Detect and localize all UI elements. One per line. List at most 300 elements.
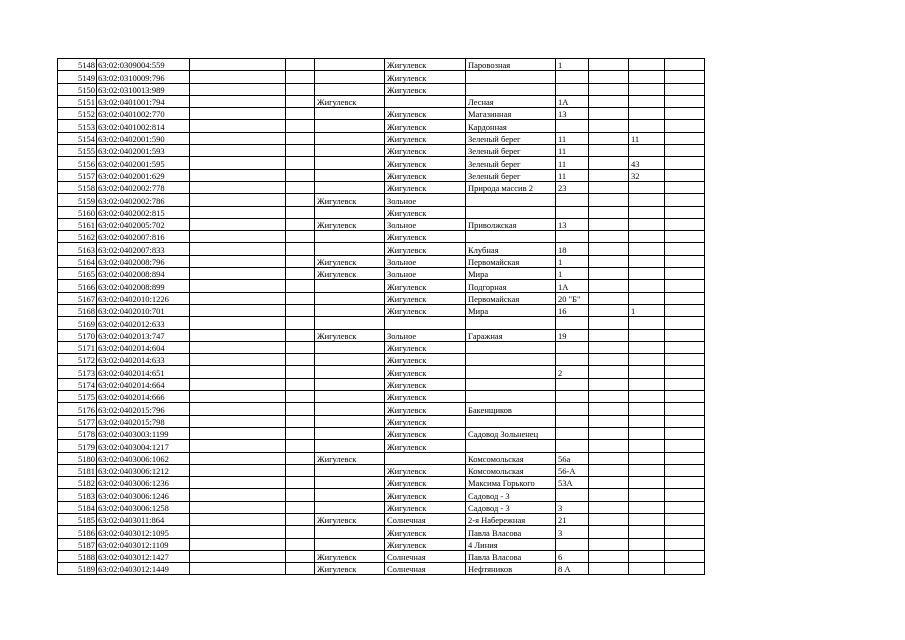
- table-row: [58, 526, 705, 538]
- table-row: [58, 292, 705, 304]
- table-row: [58, 329, 705, 341]
- house-cell: [556, 415, 589, 427]
- apartment-cell: [629, 218, 665, 230]
- house-cell: [556, 71, 589, 83]
- cadastral-number-cell: 63:02:0402008:894: [97, 268, 190, 280]
- col-k-cell: [665, 181, 705, 193]
- house-cell: 13: [556, 218, 589, 230]
- table-row: [58, 194, 705, 206]
- row-number-cell: 5156: [58, 157, 97, 169]
- street-cell: Зеленый берег: [466, 169, 556, 181]
- col-c-cell: [190, 403, 286, 415]
- cadastral-number-cell: 63:02:0401002:770: [97, 108, 190, 120]
- col-d-cell: [286, 108, 315, 120]
- settlement-cell: Зольное: [385, 194, 466, 206]
- city-cell: [315, 341, 385, 353]
- cadastral-number-cell: 63:02:0310009:796: [97, 71, 190, 83]
- row-number-cell: 5159: [58, 194, 97, 206]
- city-cell: [315, 415, 385, 427]
- table-row: [58, 489, 705, 501]
- col-k-cell: [665, 513, 705, 525]
- house-cell: 3: [556, 526, 589, 538]
- row-number-cell: 5179: [58, 440, 97, 452]
- city-cell: Жигулевск: [315, 95, 385, 107]
- table-row: [58, 341, 705, 353]
- city-cell: [315, 317, 385, 329]
- house-cell: 1А: [556, 280, 589, 292]
- col-d-cell: [286, 268, 315, 280]
- city-cell: Жигулевск: [315, 194, 385, 206]
- cadastral-number-cell: 63:02:0402010:701: [97, 304, 190, 316]
- col-d-cell: [286, 354, 315, 366]
- house-cell: [556, 83, 589, 95]
- apartment-cell: [629, 317, 665, 329]
- house-cell: [556, 489, 589, 501]
- street-cell: Нефтяников: [466, 563, 556, 575]
- house-cell: [556, 231, 589, 243]
- apartment-cell: [629, 366, 665, 378]
- street-cell: Комсомольская: [466, 464, 556, 476]
- table-row: [58, 550, 705, 562]
- col-d-cell: [286, 255, 315, 267]
- row-number-cell: 5160: [58, 206, 97, 218]
- col-i-cell: [589, 489, 629, 501]
- row-number-cell: 5184: [58, 501, 97, 513]
- col-c-cell: [190, 169, 286, 181]
- house-cell: 6: [556, 550, 589, 562]
- table-row: [58, 120, 705, 132]
- cadastral-number-cell: 63:02:0401002:814: [97, 120, 190, 132]
- house-cell: 1: [556, 268, 589, 280]
- col-k-cell: [665, 95, 705, 107]
- row-number-cell: 5167: [58, 292, 97, 304]
- col-d-cell: [286, 452, 315, 464]
- col-i-cell: [589, 95, 629, 107]
- apartment-cell: [629, 526, 665, 538]
- apartment-cell: [629, 83, 665, 95]
- street-cell: Приволжская: [466, 218, 556, 230]
- street-cell: Садовод Зольненец: [466, 427, 556, 439]
- settlement-cell: Жигулевск: [385, 181, 466, 193]
- house-cell: 20 "Б": [556, 292, 589, 304]
- table-row: [58, 268, 705, 280]
- apartment-cell: [629, 231, 665, 243]
- apartment-cell: [629, 440, 665, 452]
- col-d-cell: [286, 95, 315, 107]
- settlement-cell: Жигулевск: [385, 440, 466, 452]
- col-i-cell: [589, 366, 629, 378]
- col-i-cell: [589, 194, 629, 206]
- col-k-cell: [665, 169, 705, 181]
- settlement-cell: [385, 452, 466, 464]
- cadastral-number-cell: 63:02:0403012:1109: [97, 538, 190, 550]
- street-cell: [466, 341, 556, 353]
- city-cell: Жигулевск: [315, 513, 385, 525]
- col-i-cell: [589, 206, 629, 218]
- house-cell: 11: [556, 169, 589, 181]
- street-cell: Лесная: [466, 95, 556, 107]
- col-i-cell: [589, 526, 629, 538]
- row-number-cell: 5164: [58, 255, 97, 267]
- row-number-cell: 5158: [58, 181, 97, 193]
- cadastral-number-cell: 63:02:0403003:1199: [97, 427, 190, 439]
- house-cell: 8 А: [556, 563, 589, 575]
- cadastral-number-cell: 63:02:0402014:651: [97, 366, 190, 378]
- city-cell: [315, 501, 385, 513]
- row-number-cell: 5165: [58, 268, 97, 280]
- street-cell: Кардонная: [466, 120, 556, 132]
- col-d-cell: [286, 169, 315, 181]
- house-cell: 11: [556, 145, 589, 157]
- col-c-cell: [190, 501, 286, 513]
- cadastral-number-cell: 63:02:0403012:1095: [97, 526, 190, 538]
- col-c-cell: [190, 83, 286, 95]
- row-number-cell: 5187: [58, 538, 97, 550]
- col-i-cell: [589, 169, 629, 181]
- house-cell: 11: [556, 157, 589, 169]
- cadastral-number-cell: 63:02:0402014:664: [97, 378, 190, 390]
- street-cell: 2-я Набережная: [466, 513, 556, 525]
- apartment-cell: [629, 206, 665, 218]
- settlement-cell: Зольное: [385, 218, 466, 230]
- table-row: [58, 83, 705, 95]
- cadastral-number-cell: 63:02:0402001:629: [97, 169, 190, 181]
- settlement-cell: Жигулевск: [385, 169, 466, 181]
- city-cell: [315, 108, 385, 120]
- apartment-cell: [629, 145, 665, 157]
- apartment-cell: [629, 403, 665, 415]
- city-cell: [315, 231, 385, 243]
- col-k-cell: [665, 304, 705, 316]
- col-i-cell: [589, 513, 629, 525]
- apartment-cell: [629, 71, 665, 83]
- row-number-cell: 5173: [58, 366, 97, 378]
- house-cell: 18: [556, 243, 589, 255]
- street-cell: Подгорная: [466, 280, 556, 292]
- cadastral-number-cell: 63:02:0403011:864: [97, 513, 190, 525]
- col-c-cell: [190, 268, 286, 280]
- col-d-cell: [286, 71, 315, 83]
- cadastral-number-cell: 63:02:0402015:796: [97, 403, 190, 415]
- settlement-cell: Жигулевск: [385, 403, 466, 415]
- apartment-cell: 11: [629, 132, 665, 144]
- table-row: [58, 501, 705, 513]
- col-d-cell: [286, 157, 315, 169]
- settlement-cell: Жигулевск: [385, 120, 466, 132]
- street-cell: [466, 194, 556, 206]
- settlement-cell: Жигулевск: [385, 501, 466, 513]
- col-c-cell: [190, 427, 286, 439]
- col-c-cell: [190, 354, 286, 366]
- col-d-cell: [286, 526, 315, 538]
- apartment-cell: [629, 108, 665, 120]
- col-i-cell: [589, 71, 629, 83]
- row-number-cell: 5181: [58, 464, 97, 476]
- apartment-cell: [629, 489, 665, 501]
- col-i-cell: [589, 145, 629, 157]
- col-i-cell: [589, 341, 629, 353]
- table-row: [58, 243, 705, 255]
- city-cell: [315, 206, 385, 218]
- col-d-cell: [286, 477, 315, 489]
- apartment-cell: [629, 378, 665, 390]
- settlement-cell: Жигулевск: [385, 280, 466, 292]
- settlement-cell: Жигулевск: [385, 378, 466, 390]
- cadastral-number-cell: 63:02:0403006:1062: [97, 452, 190, 464]
- settlement-cell: Жигулевск: [385, 304, 466, 316]
- house-cell: [556, 206, 589, 218]
- city-cell: Жигулевск: [315, 329, 385, 341]
- house-cell: 16: [556, 304, 589, 316]
- table-row: [58, 218, 705, 230]
- cadastral-number-cell: 63:02:0402007:833: [97, 243, 190, 255]
- col-d-cell: [286, 415, 315, 427]
- col-i-cell: [589, 501, 629, 513]
- apartment-cell: [629, 391, 665, 403]
- apartment-cell: 32: [629, 169, 665, 181]
- cadastral-number-cell: 63:02:0402001:595: [97, 157, 190, 169]
- col-d-cell: [286, 538, 315, 550]
- table-row: [58, 181, 705, 193]
- apartment-cell: [629, 95, 665, 107]
- city-cell: [315, 464, 385, 476]
- house-cell: 56а: [556, 452, 589, 464]
- row-number-cell: 5149: [58, 71, 97, 83]
- cadastral-number-cell: 63:02:0403006:1236: [97, 477, 190, 489]
- col-c-cell: [190, 280, 286, 292]
- settlement-cell: Зольное: [385, 268, 466, 280]
- street-cell: [466, 83, 556, 95]
- row-number-cell: 5188: [58, 550, 97, 562]
- col-d-cell: [286, 440, 315, 452]
- city-cell: [315, 71, 385, 83]
- data-table: [57, 58, 705, 575]
- row-number-cell: 5182: [58, 477, 97, 489]
- cadastral-number-cell: 63:02:0402002:815: [97, 206, 190, 218]
- col-i-cell: [589, 243, 629, 255]
- col-i-cell: [589, 132, 629, 144]
- col-i-cell: [589, 440, 629, 452]
- cadastral-number-cell: 63:02:0402010:1226: [97, 292, 190, 304]
- col-k-cell: [665, 292, 705, 304]
- col-k-cell: [665, 218, 705, 230]
- city-cell: [315, 132, 385, 144]
- cadastral-number-cell: 63:02:0310013:989: [97, 83, 190, 95]
- cadastral-number-cell: 63:02:0403012:1427: [97, 550, 190, 562]
- row-number-cell: 5162: [58, 231, 97, 243]
- col-d-cell: [286, 329, 315, 341]
- col-k-cell: [665, 550, 705, 562]
- street-cell: Природа массив 2: [466, 181, 556, 193]
- col-k-cell: [665, 157, 705, 169]
- col-d-cell: [286, 489, 315, 501]
- city-cell: [315, 304, 385, 316]
- col-k-cell: [665, 354, 705, 366]
- street-cell: [466, 366, 556, 378]
- house-cell: 21: [556, 513, 589, 525]
- apartment-cell: 43: [629, 157, 665, 169]
- house-cell: 56-А: [556, 464, 589, 476]
- col-k-cell: [665, 415, 705, 427]
- table-row: [58, 366, 705, 378]
- col-d-cell: [286, 181, 315, 193]
- col-d-cell: [286, 391, 315, 403]
- row-number-cell: 5153: [58, 120, 97, 132]
- street-cell: [466, 71, 556, 83]
- row-number-cell: 5183: [58, 489, 97, 501]
- cadastral-number-cell: 63:02:0402008:899: [97, 280, 190, 292]
- col-i-cell: [589, 231, 629, 243]
- apartment-cell: [629, 292, 665, 304]
- col-k-cell: [665, 464, 705, 476]
- street-cell: Клубная: [466, 243, 556, 255]
- apartment-cell: [629, 513, 665, 525]
- apartment-cell: [629, 280, 665, 292]
- col-k-cell: [665, 120, 705, 132]
- col-i-cell: [589, 304, 629, 316]
- col-d-cell: [286, 403, 315, 415]
- house-cell: [556, 354, 589, 366]
- city-cell: [315, 489, 385, 501]
- row-number-cell: 5186: [58, 526, 97, 538]
- table-row: [58, 157, 705, 169]
- col-c-cell: [190, 292, 286, 304]
- col-i-cell: [589, 83, 629, 95]
- row-number-cell: 5175: [58, 391, 97, 403]
- table-row: [58, 145, 705, 157]
- street-cell: Павла Власова: [466, 550, 556, 562]
- settlement-cell: Жигулевск: [385, 71, 466, 83]
- apartment-cell: [629, 120, 665, 132]
- city-cell: [315, 427, 385, 439]
- col-c-cell: [190, 538, 286, 550]
- col-k-cell: [665, 403, 705, 415]
- table-row: [58, 59, 705, 71]
- col-c-cell: [190, 206, 286, 218]
- apartment-cell: [629, 194, 665, 206]
- col-d-cell: [286, 378, 315, 390]
- city-cell: Жигулевск: [315, 550, 385, 562]
- cadastral-number-cell: 63:02:0402001:590: [97, 132, 190, 144]
- city-cell: Жигулевск: [315, 218, 385, 230]
- city-cell: Жигулевск: [315, 268, 385, 280]
- settlement-cell: [385, 317, 466, 329]
- row-number-cell: 5151: [58, 95, 97, 107]
- row-number-cell: 5178: [58, 427, 97, 439]
- apartment-cell: [629, 464, 665, 476]
- table-row: [58, 513, 705, 525]
- col-c-cell: [190, 59, 286, 71]
- col-k-cell: [665, 329, 705, 341]
- col-k-cell: [665, 108, 705, 120]
- street-cell: Садовод - 3: [466, 489, 556, 501]
- col-i-cell: [589, 391, 629, 403]
- col-d-cell: [286, 304, 315, 316]
- col-c-cell: [190, 231, 286, 243]
- city-cell: [315, 354, 385, 366]
- street-cell: [466, 391, 556, 403]
- city-cell: [315, 366, 385, 378]
- city-cell: Жигулевск: [315, 255, 385, 267]
- col-i-cell: [589, 550, 629, 562]
- row-number-cell: 5152: [58, 108, 97, 120]
- city-cell: [315, 83, 385, 95]
- col-d-cell: [286, 231, 315, 243]
- street-cell: Зеленый берег: [466, 132, 556, 144]
- settlement-cell: Зольное: [385, 329, 466, 341]
- row-number-cell: 5155: [58, 145, 97, 157]
- table-row: [58, 427, 705, 439]
- col-d-cell: [286, 427, 315, 439]
- cadastral-number-cell: 63:02:0402002:778: [97, 181, 190, 193]
- col-d-cell: [286, 194, 315, 206]
- settlement-cell: Жигулевск: [385, 132, 466, 144]
- city-cell: [315, 538, 385, 550]
- settlement-cell: Зольное: [385, 255, 466, 267]
- settlement-cell: Жигулевск: [385, 427, 466, 439]
- col-k-cell: [665, 501, 705, 513]
- col-d-cell: [286, 120, 315, 132]
- house-cell: [556, 194, 589, 206]
- apartment-cell: [629, 341, 665, 353]
- settlement-cell: Жигулевск: [385, 83, 466, 95]
- settlement-cell: Жигулевск: [385, 415, 466, 427]
- col-i-cell: [589, 317, 629, 329]
- house-cell: 1: [556, 59, 589, 71]
- cadastral-number-cell: 63:02:0402007:816: [97, 231, 190, 243]
- table-row: [58, 108, 705, 120]
- col-k-cell: [665, 268, 705, 280]
- settlement-cell: Жигулевск: [385, 292, 466, 304]
- col-i-cell: [589, 378, 629, 390]
- street-cell: Мира: [466, 304, 556, 316]
- cadastral-number-cell: 63:02:0402013:747: [97, 329, 190, 341]
- col-k-cell: [665, 489, 705, 501]
- house-cell: [556, 341, 589, 353]
- house-cell: 19: [556, 329, 589, 341]
- house-cell: [556, 120, 589, 132]
- city-cell: [315, 292, 385, 304]
- settlement-cell: [385, 95, 466, 107]
- house-cell: [556, 378, 589, 390]
- street-cell: Мира: [466, 268, 556, 280]
- row-number-cell: 5148: [58, 59, 97, 71]
- settlement-cell: Жигулевск: [385, 59, 466, 71]
- col-c-cell: [190, 243, 286, 255]
- street-cell: Первомайская: [466, 255, 556, 267]
- col-k-cell: [665, 194, 705, 206]
- settlement-cell: Жигулевск: [385, 206, 466, 218]
- settlement-cell: Жигулевск: [385, 108, 466, 120]
- row-number-cell: 5163: [58, 243, 97, 255]
- col-i-cell: [589, 354, 629, 366]
- table-row: [58, 231, 705, 243]
- settlement-cell: Солнечная: [385, 550, 466, 562]
- cadastral-number-cell: 63:02:0402014:604: [97, 341, 190, 353]
- col-d-cell: [286, 464, 315, 476]
- apartment-cell: [629, 255, 665, 267]
- col-d-cell: [286, 366, 315, 378]
- col-k-cell: [665, 132, 705, 144]
- cadastral-number-cell: 63:02:0402014:666: [97, 391, 190, 403]
- settlement-cell: Жигулевск: [385, 538, 466, 550]
- col-c-cell: [190, 513, 286, 525]
- col-c-cell: [190, 120, 286, 132]
- table-row: [58, 317, 705, 329]
- street-cell: [466, 440, 556, 452]
- house-cell: 11: [556, 132, 589, 144]
- settlement-cell: Жигулевск: [385, 477, 466, 489]
